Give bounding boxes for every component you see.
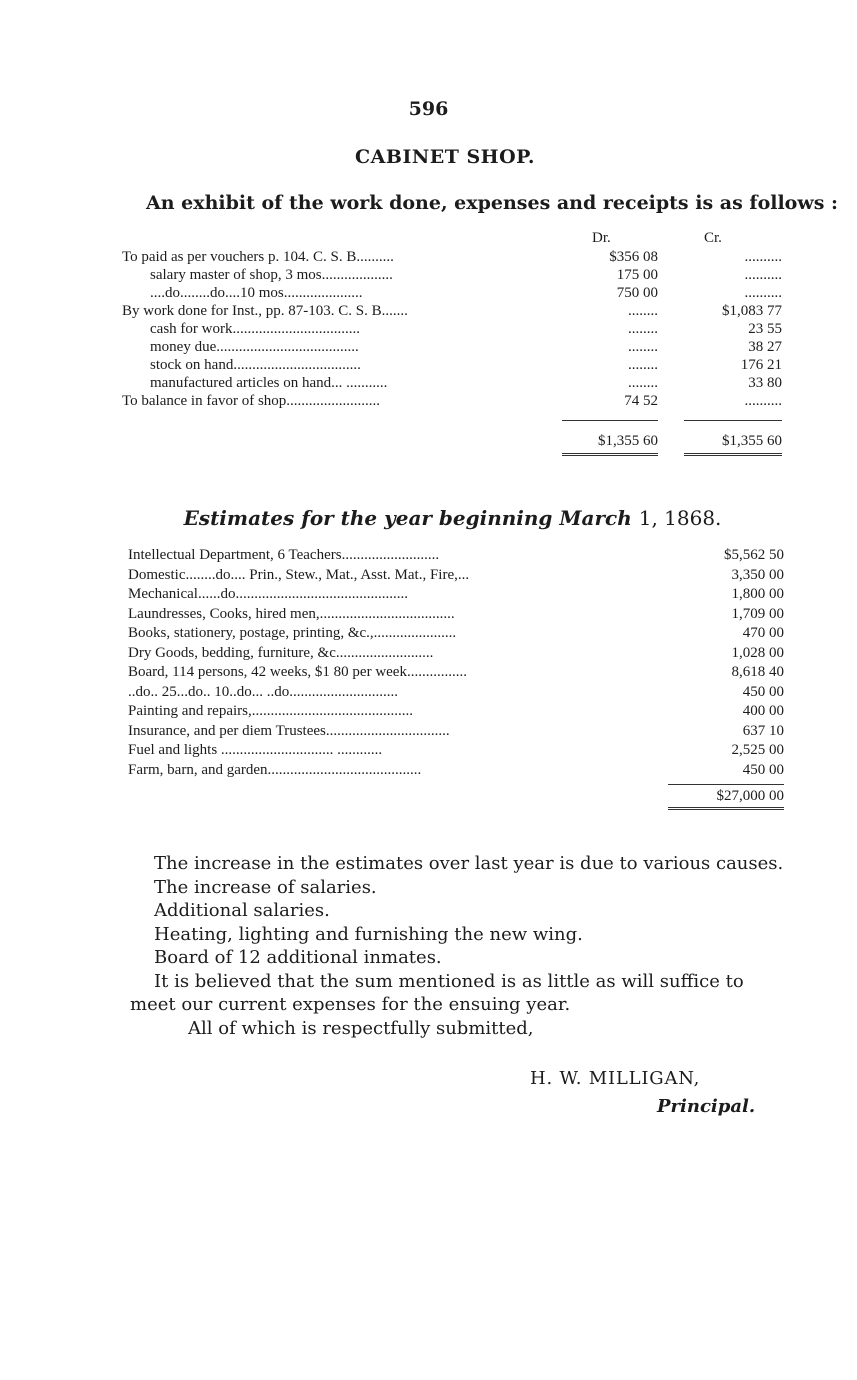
estimate-row [128, 741, 784, 761]
estimate-row-desc: ..do.. 25...do.. 10..do... ..do............................. [128, 683, 398, 700]
closing-line-6: All of which is respectfully submitted, [188, 1017, 534, 1039]
estimate-row-desc: Laundresses, Cooks, hired men,.................................... [128, 605, 455, 622]
ledger-row-desc: stock on hand.................................. [150, 357, 361, 373]
estimate-row [128, 761, 784, 781]
estimate-row-amount: 400 00 [742, 703, 784, 719]
section-title: CABINET SHOP. [355, 146, 535, 168]
estimate-row [128, 644, 784, 664]
estimate-row-amount: 2,525 00 [731, 742, 784, 758]
ledger-row-cr: $1,083 77 [722, 303, 782, 319]
ledger-row [122, 302, 782, 320]
ledger-row [122, 356, 782, 374]
ledger-row [122, 320, 782, 338]
estimate-row-amount: 8,618 40 [731, 664, 784, 680]
ledger-row-desc: By work done for Inst., pp. 87-103. C. S. B....... [122, 303, 408, 319]
closing-line-3: Additional salaries. [154, 900, 330, 921]
estimate-row-desc: Painting and repairs,........................................... [128, 703, 413, 719]
ledger-row-cr: .......... [744, 285, 782, 301]
ledger-row [122, 266, 782, 284]
ledger-row-cr: .......... [744, 249, 782, 265]
estimate-row-desc: Insurance, and per diem Trustees................................. [128, 722, 450, 739]
ledger-row-dr: ........ [628, 357, 658, 373]
cr-header: Cr. [704, 230, 722, 246]
ledger-row [122, 338, 782, 356]
estimate-row [128, 566, 784, 586]
estimate-row-amount: 470 00 [742, 625, 784, 641]
estimate-row [128, 546, 784, 566]
estimate-row-amount: 1,800 00 [731, 586, 784, 602]
estimate-row [128, 624, 784, 644]
ledger-total-cr: $1,355 60 [722, 433, 782, 449]
intro-line: An exhibit of the work done, expenses and receipts is as follows : [146, 192, 839, 214]
ledger-row-cr: 23 55 [748, 321, 782, 337]
ledger-row-dr: 750 00 [616, 285, 658, 301]
estimate-row-amount: 1,028 00 [731, 644, 784, 661]
estimate-row-desc: Domestic........do.... Prin., Stew., Mat., Asst. Mat., Fire,... [128, 566, 470, 583]
ledger-rows [122, 248, 782, 410]
estimate-row [128, 585, 784, 605]
estimate-row-amount: 1,709 00 [731, 605, 784, 622]
closing-text [130, 852, 785, 1040]
estimates-heading-italic: Estimates for the year beginning March [183, 506, 632, 530]
estimate-row-desc: Board, 114 persons, 42 weeks, $1 80 per week................ [128, 664, 467, 680]
estimate-row-amount: 3,350 00 [731, 566, 784, 583]
estimates-table [128, 546, 784, 810]
ledger-row-desc: To balance in favor of shop......................... [122, 393, 381, 409]
signature-name: H. W. MILLIGAN, [530, 1068, 701, 1089]
estimate-row [128, 605, 784, 625]
ledger-total-rules [122, 450, 782, 456]
dr-header: Dr. [592, 230, 611, 246]
ledger-row-desc: ....do........do....10 mos..................... [150, 285, 363, 301]
estimates-total-rule [668, 807, 784, 810]
ledger-row-dr: ........ [628, 303, 658, 319]
closing-para-1: The increase in the estimates over last year is due to various causes. [154, 853, 784, 874]
closing-line-4: Heating, lighting and furnishing the new wing. [154, 923, 583, 945]
estimate-row-desc: Fuel and lights .............................. ............ [128, 742, 383, 758]
ledger-totals [122, 432, 782, 450]
estimate-row [128, 683, 784, 703]
ledger-row [122, 392, 782, 410]
estimates-heading-date: 1, 1868. [638, 506, 722, 530]
estimate-row-desc: Mechanical......do.............................................. [128, 586, 408, 602]
estimates-total-row [128, 785, 784, 807]
page-number: 596 [408, 98, 449, 120]
ledger-row-desc: money due...................................... [150, 339, 359, 355]
ledger-row-dr: $356 08 [609, 249, 658, 265]
estimates-total: $27,000 00 [716, 788, 784, 804]
ledger-row-cr: 38 27 [748, 339, 782, 355]
closing-line-2: The increase of salaries. [154, 876, 377, 898]
ledger-row-dr: ........ [628, 339, 658, 355]
estimate-row-desc: Intellectual Department, 6 Teachers.......................... [128, 547, 440, 563]
ledger-row-dr: 175 00 [616, 267, 658, 283]
ledger-row [122, 284, 782, 302]
ledger-row-dr: 74 52 [624, 393, 658, 409]
estimate-row-desc: Books, stationery, postage, printing, &c.,...................... [128, 625, 457, 641]
ledger-row-cr: 33 80 [748, 375, 782, 391]
estimates-heading [0, 506, 857, 530]
estimate-row-amount: 450 00 [742, 761, 784, 778]
ledger-row-desc: To paid as per vouchers p. 104. C. S. B.......... [122, 249, 394, 265]
ledger-row [122, 374, 782, 392]
ledger-row-desc: manufactured articles on hand... ........... [150, 375, 388, 391]
estimate-row-desc: Farm, barn, and garden......................................... [128, 761, 422, 778]
ledger-table [122, 230, 782, 456]
estimates-rows [128, 546, 784, 780]
estimate-row [128, 722, 784, 742]
estimate-row-desc: Dry Goods, bedding, furniture, &c.......................... [128, 644, 434, 661]
estimate-row [128, 702, 784, 722]
estimate-row-amount: 637 10 [742, 722, 784, 739]
ledger-row-cr: .......... [744, 267, 782, 283]
ledger-header [122, 230, 782, 248]
closing-para-2a: It is believed that the sum mentioned is as little as will suffice to [154, 970, 744, 992]
ledger-total-dr: $1,355 60 [598, 433, 658, 449]
ledger-row-dr: ........ [628, 375, 658, 391]
ledger-row-cr: .......... [744, 393, 782, 409]
ledger-row-dr: ........ [628, 321, 658, 337]
estimate-row-amount: 450 00 [742, 683, 784, 700]
estimate-row [128, 663, 784, 683]
closing-line-5: Board of 12 additional inmates. [154, 947, 442, 968]
ledger-row [122, 248, 782, 266]
signature-title: Principal. [657, 1096, 756, 1117]
closing-para-2b: meet our current expenses for the ensuing year. [130, 994, 571, 1015]
estimate-row-amount: $5,562 50 [724, 547, 784, 563]
ledger-row-desc: salary master of shop, 3 mos................... [150, 267, 393, 283]
ledger-row-cr: 176 21 [740, 357, 782, 373]
ledger-subtotal-rules [122, 410, 782, 432]
ledger-row-desc: cash for work.................................. [150, 321, 360, 337]
